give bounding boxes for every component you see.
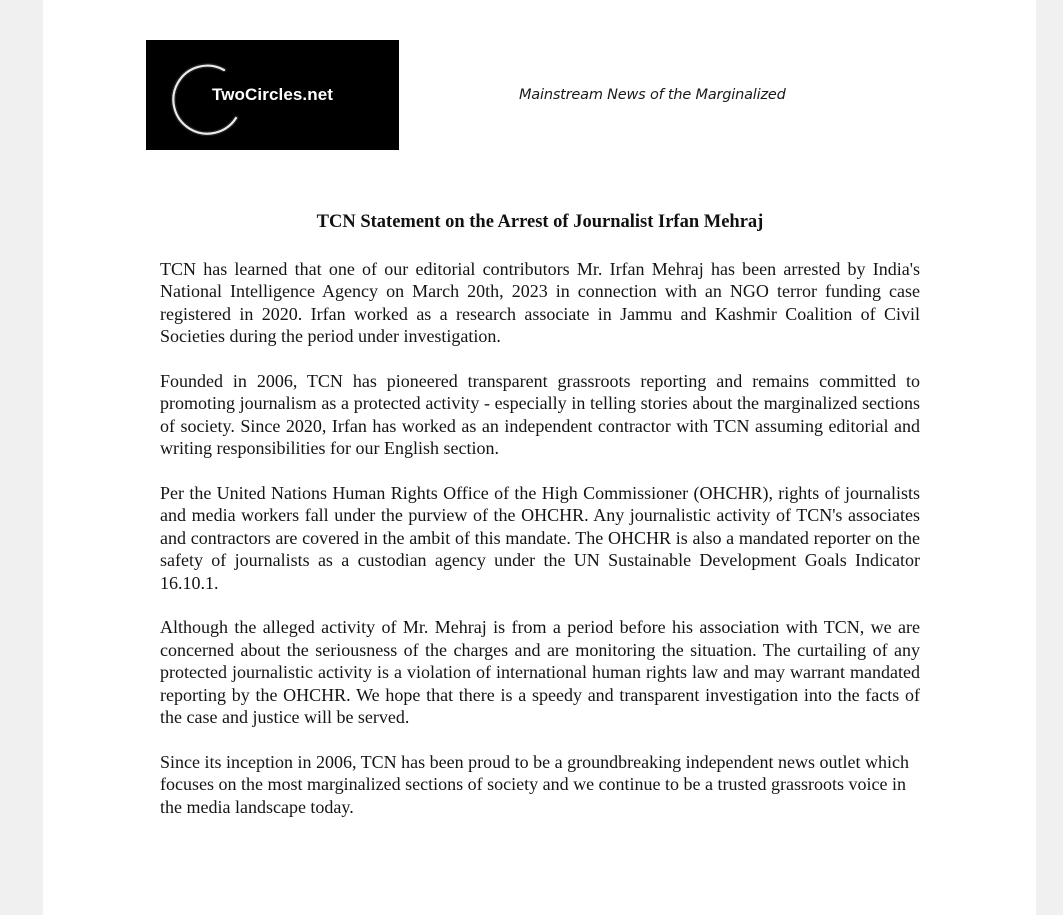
paragraph-concern: Although the alleged activity of Mr. Mehraj is from a period before his association with TCN, we are concerned about the seriousness of the charges and are monitoring the situation. The curtailing of any protected journalistic activity is a violation of international human rights law and may warrant mandated reporting by the OHCHR. We hope that there is a speedy and transparent investigation into the facts of the case and justice will be served.	[160, 617, 920, 728]
tagline: Mainstream News of the Marginalized	[519, 87, 786, 103]
twocircles-logo	[146, 40, 399, 150]
paragraph-founding: Founded in 2006, TCN has pioneered transparent grassroots reporting and remains committed to promoting journalism as a protected activity - especially in telling stories about the marginalized sections of society. Since 2020, Irfan has worked as an independent contractor with TCN assuming editorial and writing responsibilities for our English section.	[160, 371, 920, 459]
logo-text: TwoCircles.net	[212, 85, 334, 104]
statement-title: TCN Statement on the Arrest of Journalist Irfan Mehraj	[316, 212, 764, 232]
statement-body	[160, 258, 920, 840]
paragraph-closing: Since its inception in 2006, TCN has been proud to be a groundbreaking independent news outlet which focuses on the most marginalized sections of society and we continue to be a trusted grassroots voice in the media landscape today.	[160, 751, 910, 817]
paragraph-arrest: TCN has learned that one of our editorial contributors Mr. Irfan Mehraj has been arrested by India's National Intelligence Agency on March 20th, 2023 in connection with an NGO terror funding case registered in 2020. Irfan worked as a research associate in Jammu and Kashmir Coalition of Civil Societies during the period under investigation.	[160, 259, 920, 347]
paragraph-ohchr: Per the United Nations Human Rights Office of the High Commissioner (OHCHR), rights of journalists and media workers fall under the purview of the OHCHR. Any journalistic activity of TCN's associates and contractors are covered in the ambit of this mandate. The OHCHR is also a mandated reporter on the safety of journalists as a custodian agency under the UN Sustainable Development Goals Indicator 16.10.1.	[160, 483, 920, 593]
document-page	[43, 0, 1036, 915]
